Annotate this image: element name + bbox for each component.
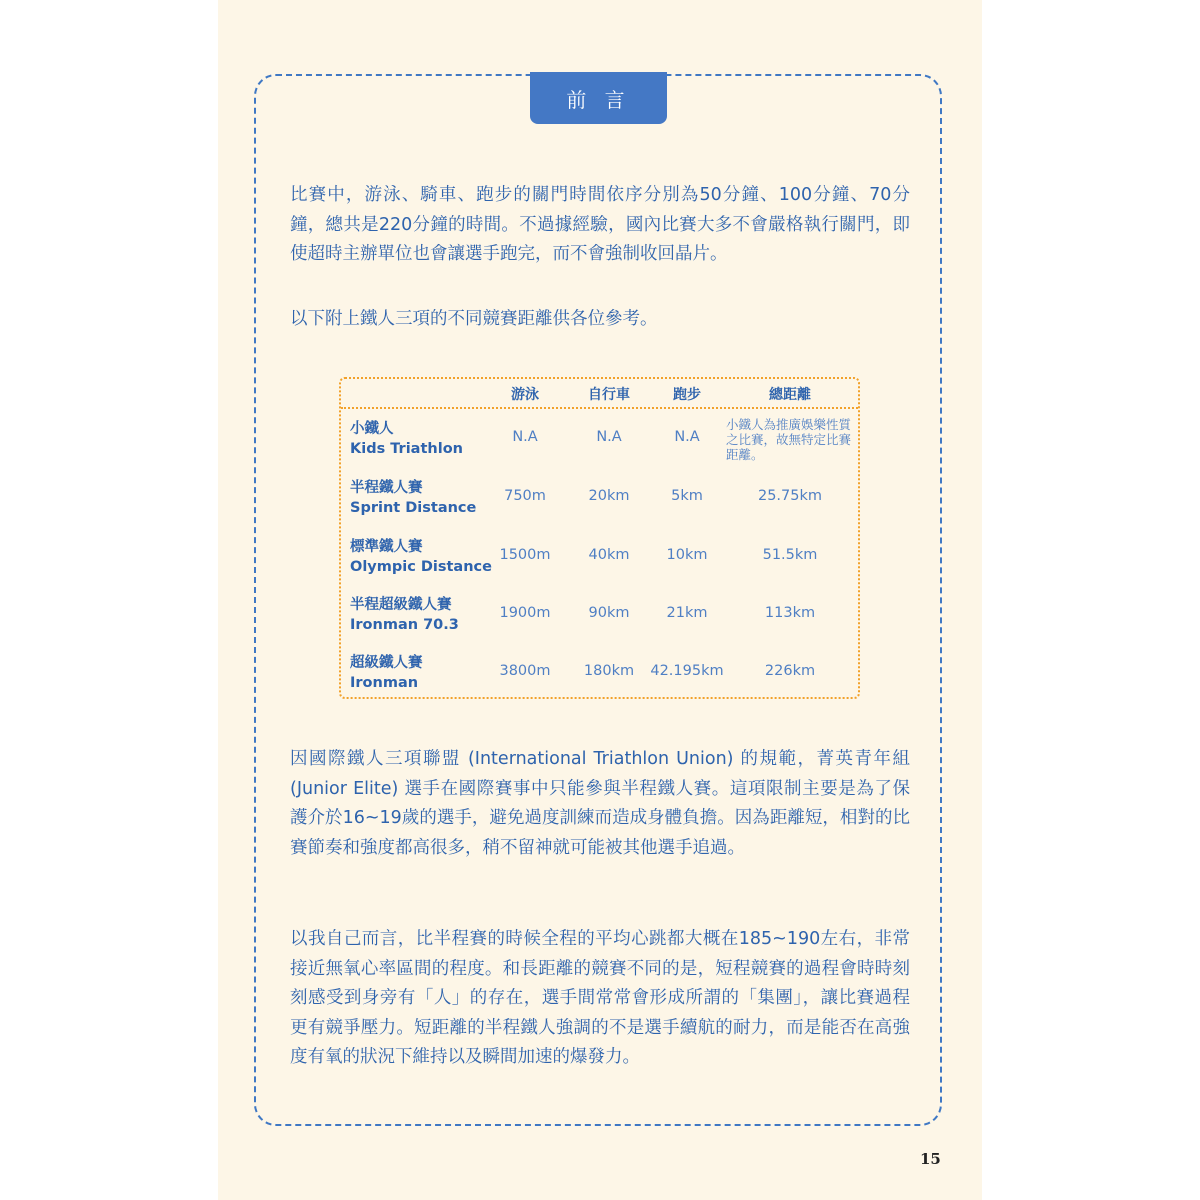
race-name-en: Olympic Distance — [350, 559, 492, 575]
race-name — [350, 419, 463, 459]
bike-distance: 40km — [588, 547, 630, 563]
paragraph-3: 因國際鐵人三項聯盟 (International Triathlon Union) 的規範，菁英青年組 (Junior Elite) 選手在國際賽事中只能參與半程鐵人賽。這項限制主要是為了保護介於16~19歲的選手，避免過度訓練而造成身體負擔。因為距離短，相對的比賽節奏和強度都高很多，稍不留神就可能被其他選手追過。 — [290, 749, 910, 858]
header-total: 總距離 — [769, 387, 811, 403]
header-run: 跑步 — [673, 387, 701, 403]
race-name — [350, 653, 423, 693]
race-name-en: Sprint Distance — [350, 500, 477, 516]
bike-distance: 20km — [588, 488, 630, 504]
race-name-zh: 半程鐵人賽 — [350, 480, 423, 496]
race-name — [350, 595, 459, 635]
table-row — [341, 645, 858, 701]
book-page — [218, 0, 982, 1200]
race-name-zh: 半程超級鐵人賽 — [350, 597, 452, 613]
total-distance: 226km — [764, 663, 816, 679]
race-name-zh: 小鐵人 — [350, 421, 394, 437]
run-distance: 42.195km — [650, 663, 724, 679]
bike-distance: 90km — [588, 605, 630, 621]
race-name-zh: 標準鐵人賽 — [350, 539, 423, 555]
triathlon-distance-table — [339, 377, 860, 699]
total-distance: 113km — [764, 605, 816, 621]
table-row — [341, 411, 858, 467]
swim-distance: 3800m — [499, 663, 551, 679]
swim-distance: N.A — [512, 429, 538, 445]
table-header — [341, 379, 858, 409]
race-name-zh: 超級鐵人賽 — [350, 655, 423, 671]
run-distance: N.A — [674, 429, 700, 445]
paragraph-2: 以下附上鐵人三項的不同競賽距離供各位參考。 — [290, 309, 658, 329]
race-name-en: Ironman — [350, 675, 419, 691]
page-number: 15 — [920, 1150, 941, 1168]
race-name — [350, 478, 476, 518]
race-name-en: Ironman 70.3 — [350, 617, 459, 633]
section-title: 前 言 — [530, 72, 667, 124]
bike-distance: 180km — [583, 663, 635, 679]
total-note: 小鐵人為推廣娛樂性質之比賽，故無特定比賽距離。 — [726, 417, 852, 462]
race-name — [350, 537, 492, 577]
run-distance: 21km — [666, 605, 708, 621]
paragraph-1: 比賽中，游泳、騎車、跑步的關門時間依序分別為50分鐘、100分鐘、70分鐘，總共是220分鐘的時間。不過據經驗，國內比賽大多不會嚴格執行關門，即使超時主辦單位也會讓選手跑完，而不會強制收回晶片。 — [290, 185, 910, 264]
table-row — [341, 587, 858, 643]
swim-distance: 1500m — [499, 547, 551, 563]
race-name-en: Kids Triathlon — [350, 441, 463, 457]
run-distance: 5km — [671, 488, 703, 504]
run-distance: 10km — [666, 547, 708, 563]
table-row — [341, 470, 858, 526]
table-row — [341, 529, 858, 585]
total-distance: 25.75km — [757, 488, 823, 504]
bike-distance: N.A — [596, 429, 622, 445]
paragraph-4: 以我自己而言，比半程賽的時候全程的平均心跳都大概在185~190左右，非常接近無氧心率區間的程度。和長距離的競賽不同的是，短程競賽的過程會時時刻刻感受到身旁有「人」的存在，選手間常常會形成所謂的「集團」，讓比賽過程更有競爭壓力。短距離的半程鐵人強調的不是選手續航的耐力，而是能否在高強度有氧的狀況下維持以及瞬間加速的爆發力。 — [290, 929, 910, 1067]
header-bike: 自行車 — [588, 387, 630, 403]
swim-distance: 1900m — [499, 605, 551, 621]
swim-distance: 750m — [504, 488, 546, 504]
total-distance: 51.5km — [762, 547, 818, 563]
header-swim: 游泳 — [511, 387, 539, 403]
